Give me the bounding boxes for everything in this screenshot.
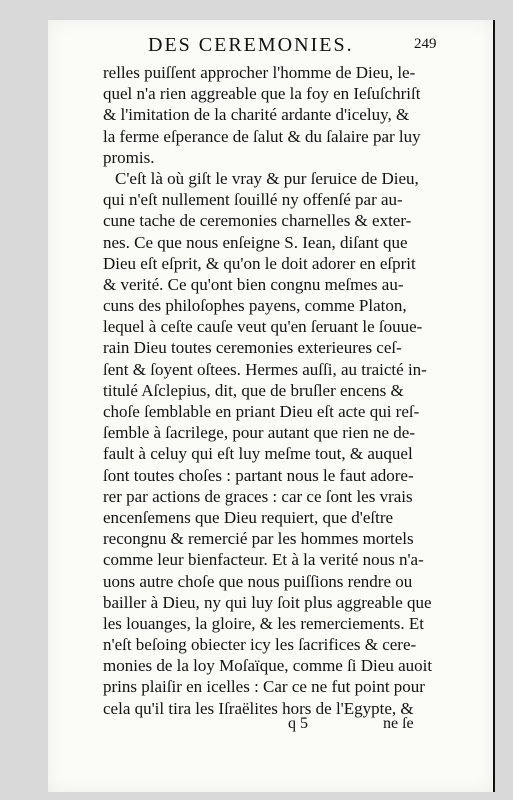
text-line: bailler à Dieu, ny qui luy ſoit plus aggreable que [103,592,432,612]
text-line: rain Dieu toutes ceremonies exterieures ceſ- [103,338,402,358]
text-line: les louanges, la gloire, & les remerciements. Et [103,613,425,633]
text-line: Dieu eſt eſprit, & qu'on le doit adorer en eſprit [103,253,416,273]
text-line: cela qu'il tira les Iſraëlites hors de l'Egypte, & [103,698,414,718]
signature-mark: q 5 [288,715,308,732]
text-line: monies de la loy Moſaïque, comme ſi Dieu auoit [103,656,433,676]
running-header [148,34,437,56]
text-line: prins plaiſir en icelles : Car ce ne fut point pour [103,677,425,697]
text-line: ſont toutes choſes : partant nous le faut adore- [103,465,414,485]
text-line: ſemble à ſacrilege, pour autant que rien ne de- [103,423,415,443]
body-text [103,62,493,719]
text-line: comme leur bienfacteur. Et à la verité nous n'a- [103,550,424,570]
text-line: relles puiſſent approcher l'homme de Dieu, le- [103,63,416,82]
text-line: recongnu & remercié par les hommes mortels [103,529,414,549]
text-line: la ferme eſperance de ſalut & du ſalaire par luy [103,126,421,146]
running-title: DES CEREMONIES. [148,34,354,56]
text-line: & l'imitation de la charité ardante d'iceluy, & [103,105,410,125]
book-page [48,20,493,792]
text-line: ſent & ſoyent oſtees. Hermes auſſi, au traicté in- [103,359,427,379]
text-line: quel n'a rien aggreable que la foy en Ieſuſchriſt [103,84,421,104]
text-line: promis. [103,147,155,167]
text-line: titulé Aſclepius, dit, que de bruſler encens & [103,380,404,400]
text-line: cune tache de ceremonies charnelles & exter- [103,211,412,231]
page-number: 249 [414,36,437,52]
text-line: qui n'eſt nullement ſouillé ny offenſé par au- [103,190,403,210]
text-line: fault à celuy qui eſt luy meſme tout, & auquel [103,444,413,464]
text-line: rer par actions de graces : car ce ſont les vrais [103,486,413,506]
text-line: uons autre choſe que nous puiſſions rendre ou [103,571,413,591]
text-line: cuns des philoſophes payens, comme Platon, [103,296,407,316]
text-line: n'eſt beſoing obiecter icy les ſacrifices & cere- [103,635,417,655]
text-line: nes. Ce que nous enſeigne S. Iean, diſant que [103,232,408,252]
text-line: encenſemens que Dieu requiert, que d'eſtre [103,507,394,527]
text-line: choſe ſemblable en priant Dieu eſt acte qui reſ- [103,402,420,421]
text-line: lequel à ceſte cauſe veut qu'en ſeruant le ſouue- [103,317,423,337]
text-line: C'eſt là où giſt le vray & pur ſeruice de Dieu, [115,168,419,188]
catchword: ne ſe [383,715,414,732]
text-line: & verité. Ce qu'ont bien congnu meſmes au- [103,274,404,294]
